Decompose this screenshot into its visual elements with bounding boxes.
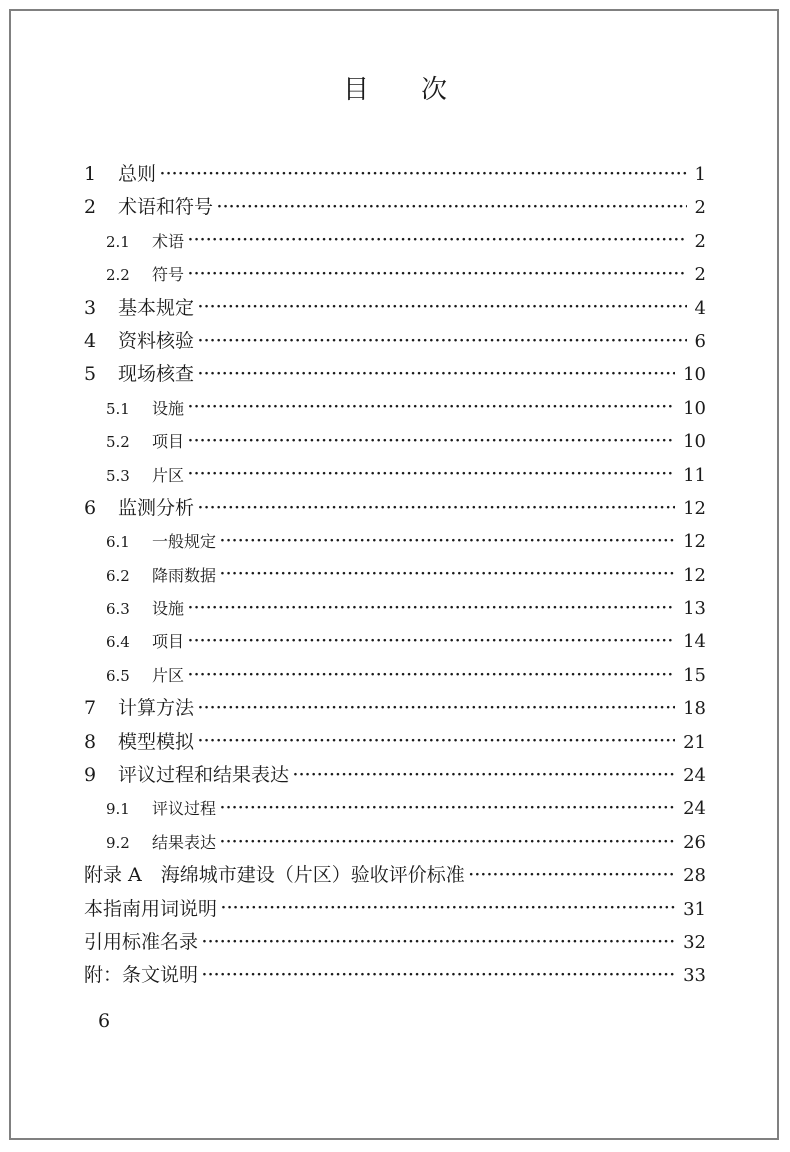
toc-entry-title: 结果表达 — [152, 832, 217, 852]
toc-entry-number: 6.3 — [106, 600, 130, 619]
toc-entry[interactable] — [84, 659, 706, 692]
toc-entry-page: 32 — [683, 931, 706, 953]
dot-leader — [188, 668, 675, 684]
toc-entry[interactable] — [84, 425, 706, 458]
toc-entry-title: 片区 — [152, 665, 185, 685]
dot-leader — [198, 701, 675, 717]
toc-entry-page: 26 — [683, 831, 706, 853]
toc-entry-appendix[interactable] — [84, 893, 706, 926]
toc-entry[interactable] — [84, 292, 706, 325]
toc-entry-number: 6 — [84, 496, 97, 519]
toc-entry-number: 8 — [84, 730, 97, 753]
toc-entry[interactable] — [84, 392, 706, 425]
dot-leader — [220, 534, 675, 550]
dot-leader — [198, 501, 675, 517]
dot-leader — [221, 901, 675, 917]
toc-entry-title: 基本规定 — [118, 296, 195, 319]
toc-entry-number: 9.1 — [106, 800, 130, 819]
toc-entry-page: 10 — [683, 431, 706, 453]
dot-leader — [198, 334, 687, 350]
dot-leader — [198, 734, 675, 750]
toc-entry-number: 2.1 — [106, 232, 130, 251]
toc-entry-page: 31 — [683, 898, 706, 920]
toc-entry-appendix[interactable] — [84, 859, 706, 892]
toc-entry-title: 项目 — [152, 432, 185, 452]
toc-entry[interactable] — [84, 592, 706, 625]
toc-entry[interactable] — [84, 792, 706, 825]
toc-entry-number: 3 — [84, 296, 97, 319]
toc-entry-number: 5.1 — [106, 399, 130, 418]
toc-entry-number: 5.2 — [106, 433, 130, 452]
toc-entry-page: 12 — [683, 497, 706, 519]
toc-entry[interactable] — [84, 826, 706, 859]
toc-entry-title: 现场核查 — [118, 363, 195, 386]
toc-entry-title: 评议过程 — [152, 799, 217, 819]
toc-entry-title: 项目 — [152, 632, 185, 652]
toc-entry-title: 附：条文说明 — [84, 964, 199, 987]
toc-entry-page: 1 — [694, 164, 706, 185]
toc-entry-number: 6.4 — [106, 633, 130, 652]
toc-entry[interactable] — [84, 225, 706, 258]
dot-leader — [220, 567, 675, 583]
dot-leader — [188, 233, 687, 249]
dot-leader — [188, 634, 675, 650]
dot-leader — [217, 200, 687, 216]
toc-entry-number: 9 — [84, 764, 97, 787]
toc-entry-title: 本指南用词说明 — [84, 897, 218, 920]
dot-leader — [188, 601, 675, 617]
dot-leader — [220, 835, 675, 851]
dot-leader — [198, 367, 675, 383]
toc-entry-page: 21 — [683, 731, 706, 753]
toc-entry[interactable] — [84, 191, 706, 224]
toc-entry-title: 设施 — [152, 398, 185, 418]
toc-entry[interactable] — [84, 625, 706, 658]
toc-entry[interactable] — [84, 258, 706, 291]
toc-entry-page: 28 — [683, 865, 706, 887]
toc-entry-title: 术语和符号 — [118, 196, 214, 219]
toc-entry-number: 9.2 — [106, 833, 130, 852]
dot-leader — [160, 167, 687, 183]
toc-entry-number: 2.2 — [106, 266, 130, 285]
toc-entry-title: 符号 — [152, 265, 185, 285]
page-number: 6 — [98, 1010, 111, 1032]
toc-entry[interactable] — [84, 525, 706, 558]
dot-leader — [202, 935, 675, 951]
toc-entry-title: 资料核验 — [118, 329, 195, 352]
toc-entry-page: 11 — [683, 464, 706, 486]
dot-leader — [469, 868, 675, 884]
toc-entry-title: 一般规定 — [152, 532, 217, 552]
dot-leader — [188, 400, 675, 416]
dot-leader — [202, 968, 675, 984]
toc-entry-page: 12 — [683, 531, 706, 553]
toc-entry-title: 降雨数据 — [152, 565, 217, 585]
toc-entry-number: 6.5 — [106, 666, 130, 685]
toc-entry-title: 片区 — [152, 465, 185, 485]
dot-leader — [188, 267, 687, 283]
toc-entry-title: 总则 — [118, 163, 157, 185]
toc-entry-number: 1 — [84, 163, 97, 185]
dot-leader — [220, 801, 675, 817]
toc-entry[interactable] — [84, 726, 706, 759]
toc-entry-title: 评议过程和结果表达 — [118, 764, 290, 787]
toc-entry[interactable] — [84, 692, 706, 725]
toc-entry-title: 引用标准名录 — [84, 930, 199, 953]
toc-entry[interactable] — [84, 325, 706, 358]
toc-entry[interactable] — [84, 559, 706, 592]
toc-entry-number: 5 — [84, 363, 97, 386]
toc-entry-page: 33 — [683, 965, 706, 987]
toc-entry-appendix[interactable] — [84, 959, 706, 992]
toc-entry-page: 10 — [683, 397, 706, 419]
toc-entry-page: 10 — [683, 364, 706, 386]
dot-leader — [188, 467, 675, 483]
toc-entry-page: 12 — [683, 564, 706, 586]
toc-entry-number: 5.3 — [106, 466, 130, 485]
toc-entry-page: 15 — [683, 664, 706, 686]
toc-entry-title: 计算方法 — [118, 697, 195, 720]
toc-entry[interactable] — [84, 358, 706, 391]
toc-entry[interactable] — [84, 759, 706, 792]
toc-entry-number: 2 — [84, 196, 97, 219]
toc-entry-appendix[interactable] — [84, 926, 706, 959]
toc-entry-page: 18 — [683, 698, 706, 720]
toc-entry-number: 7 — [84, 697, 97, 720]
toc-entry-page: 14 — [683, 631, 706, 653]
toc-entry-page: 4 — [694, 297, 706, 319]
toc-entry[interactable] — [84, 158, 706, 191]
toc-entry-title: 术语 — [152, 231, 185, 251]
toc-entry-page: 2 — [694, 230, 706, 252]
toc-entry[interactable] — [84, 492, 706, 525]
dot-leader — [188, 434, 675, 450]
toc-entry-page: 24 — [683, 765, 706, 787]
toc-entry-page: 6 — [694, 330, 706, 352]
table-of-contents — [84, 158, 706, 993]
toc-entry-number: 6.1 — [106, 533, 130, 552]
toc-entry[interactable] — [84, 459, 706, 492]
toc-entry-title: 设施 — [152, 599, 185, 619]
toc-entry-title: 附录 A 海绵城市建设（片区）验收评价标准 — [84, 864, 465, 887]
toc-entry-page: 2 — [694, 264, 706, 286]
dot-leader — [198, 300, 687, 316]
toc-entry-page: 24 — [683, 798, 706, 820]
toc-entry-number: 4 — [84, 329, 97, 352]
dot-leader — [293, 768, 675, 784]
toc-entry-number: 6.2 — [106, 566, 130, 585]
toc-entry-page: 2 — [694, 197, 706, 219]
page-title: 目 次 — [342, 75, 447, 105]
toc-entry-title: 模型模拟 — [118, 730, 195, 753]
toc-entry-title: 监测分析 — [118, 496, 195, 519]
toc-entry-page: 13 — [683, 598, 706, 620]
